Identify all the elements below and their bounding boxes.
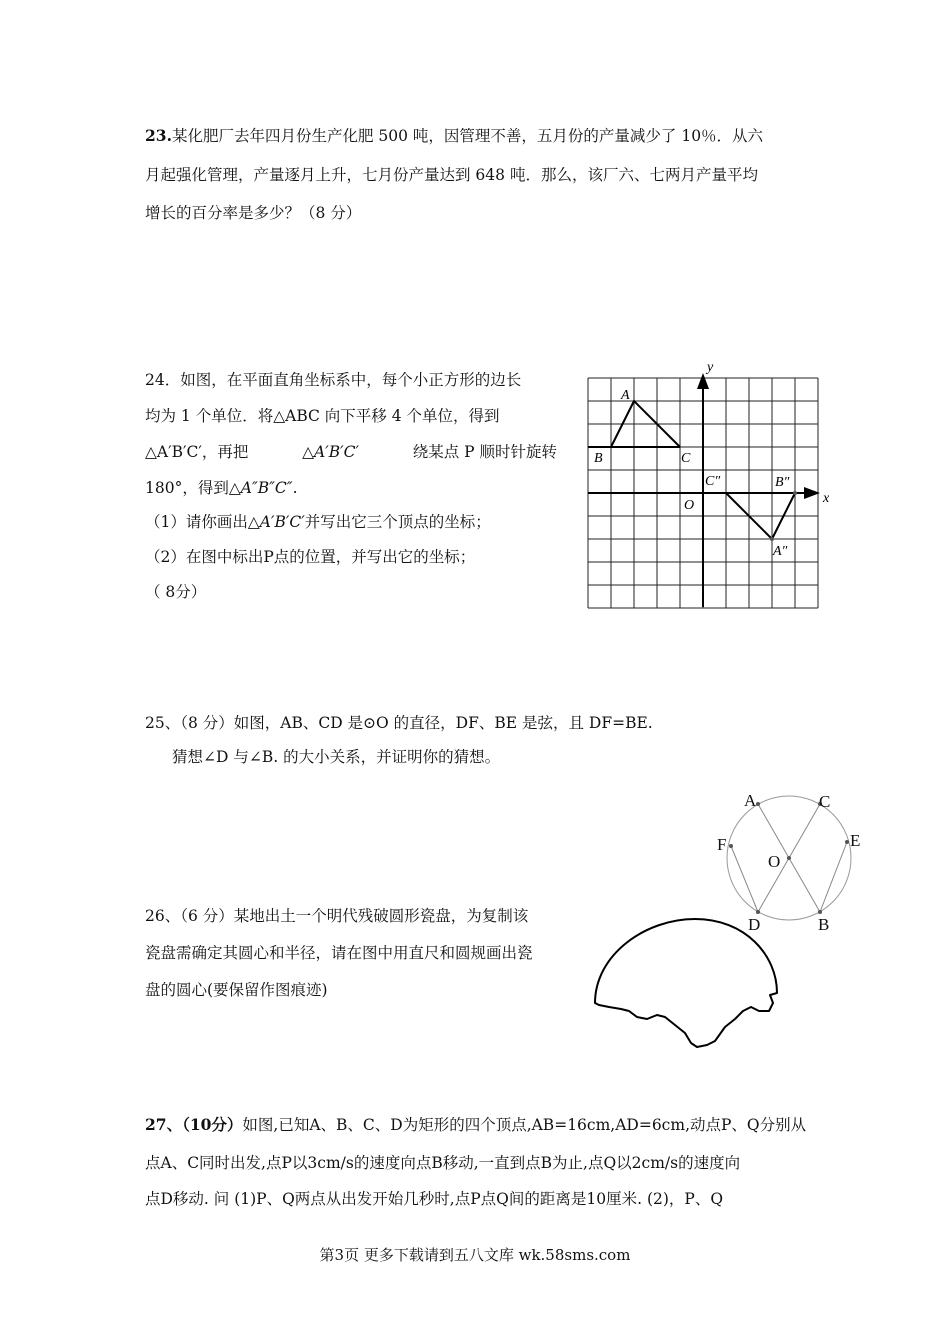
q24-item-2: （2）在图中标出P点的位置，并写出它的坐标；	[145, 548, 476, 566]
label-b2: B″	[775, 475, 790, 490]
y-axis-arrow-icon	[697, 373, 709, 389]
label-o: O	[768, 852, 781, 871]
q25-line-2: 猜想∠D 与∠B. 的大小关系，并证明你的猜想。	[172, 748, 501, 766]
q26-line-2: 瓷盘需确定其圆心和半径，请在图中用直尺和圆规画出瓷	[145, 944, 533, 962]
q27-line-1: 27、（10分）如图,已知A、B、C、D为矩形的四个顶点,AB=16cm,AD=6cm,动点P、Q分别从	[145, 1115, 807, 1134]
q23-number: 23.	[145, 126, 172, 145]
q26-broken-plate-figure	[585, 905, 785, 1055]
q24-line-2: 均为 1 个单位．将△ABC 向下平移 4 个单位，得到	[145, 407, 500, 425]
q24-line-3: △A′B′C′，再把 △A′B′C′ 绕某点 P 顺时针旋转	[145, 443, 557, 461]
q24-line-4: 180°，得到△A″B″C″.	[145, 479, 298, 497]
label-c: C	[819, 792, 831, 811]
chord-df	[731, 846, 758, 912]
label-c: C	[681, 451, 691, 466]
q25-line-1: 25、（8 分）如图，AB、CD 是⊙O 的直径，DF、BE 是弦，且 DF=BE.	[145, 714, 653, 732]
y-label: y	[707, 360, 714, 375]
q27-number: 27、（10分）	[145, 1115, 243, 1134]
label-f: F	[717, 835, 727, 854]
point-e	[845, 840, 849, 844]
q26-line-1: 26、（6 分）某地出土一个明代残破圆形瓷盘，为复制该	[145, 907, 529, 925]
q24-item-1: （1）请你画出△A′B′C′并写出它三个顶点的坐标；	[145, 513, 491, 531]
q27-line-2: 点A、C同时出发,点P以3cm/s的速度向点B移动,一直到点B为止,点Q以2cm/s的速度向	[145, 1154, 741, 1172]
point-f	[729, 844, 733, 848]
q24-coordinate-grid-figure	[580, 355, 840, 615]
origin-label: O	[684, 498, 695, 513]
label-e: E	[850, 831, 861, 850]
label-c2: C″	[705, 474, 721, 489]
q23-line-3: 增长的百分率是多少？（8 分）	[145, 204, 362, 222]
label-a: A	[744, 791, 757, 810]
q26-line-3: 盘的圆心(要保留作图痕迹)	[145, 981, 328, 999]
q27-line-3: 点D移动. 问 (1)P、Q两点从出发开始几秒时,点P点Q间的距离是10厘米. (2)，P、Q	[145, 1190, 724, 1208]
broken-plate-outline	[595, 919, 777, 1047]
label-a2: A″	[773, 544, 788, 559]
point-a	[756, 802, 760, 806]
point-b	[818, 910, 822, 914]
x-label: x	[823, 491, 830, 506]
page-footer: 第3页 更多下载请到五八文库 wk.58sms.com	[319, 1246, 631, 1264]
label-a: A	[621, 388, 630, 403]
label-b: B	[594, 451, 603, 466]
point-a2	[770, 537, 774, 541]
q24-line-1: 24．如图，在平面直角坐标系中，每个小正方形的边长	[145, 371, 522, 389]
q23-line-2: 月起强化管理，产量逐月上升，七月份产量达到 648 吨．那么，该厂六、七两月产量平均	[145, 166, 758, 184]
point-b2	[793, 491, 797, 495]
point-o	[787, 856, 791, 860]
label-b: B	[818, 915, 830, 934]
label-d: D	[748, 915, 761, 934]
q23-line-1: 23.某化肥厂去年四月份生产化肥 500 吨，因管理不善，五月份的产量减少了 10％．从六	[145, 126, 764, 145]
q24-score: （ 8分）	[145, 583, 207, 601]
